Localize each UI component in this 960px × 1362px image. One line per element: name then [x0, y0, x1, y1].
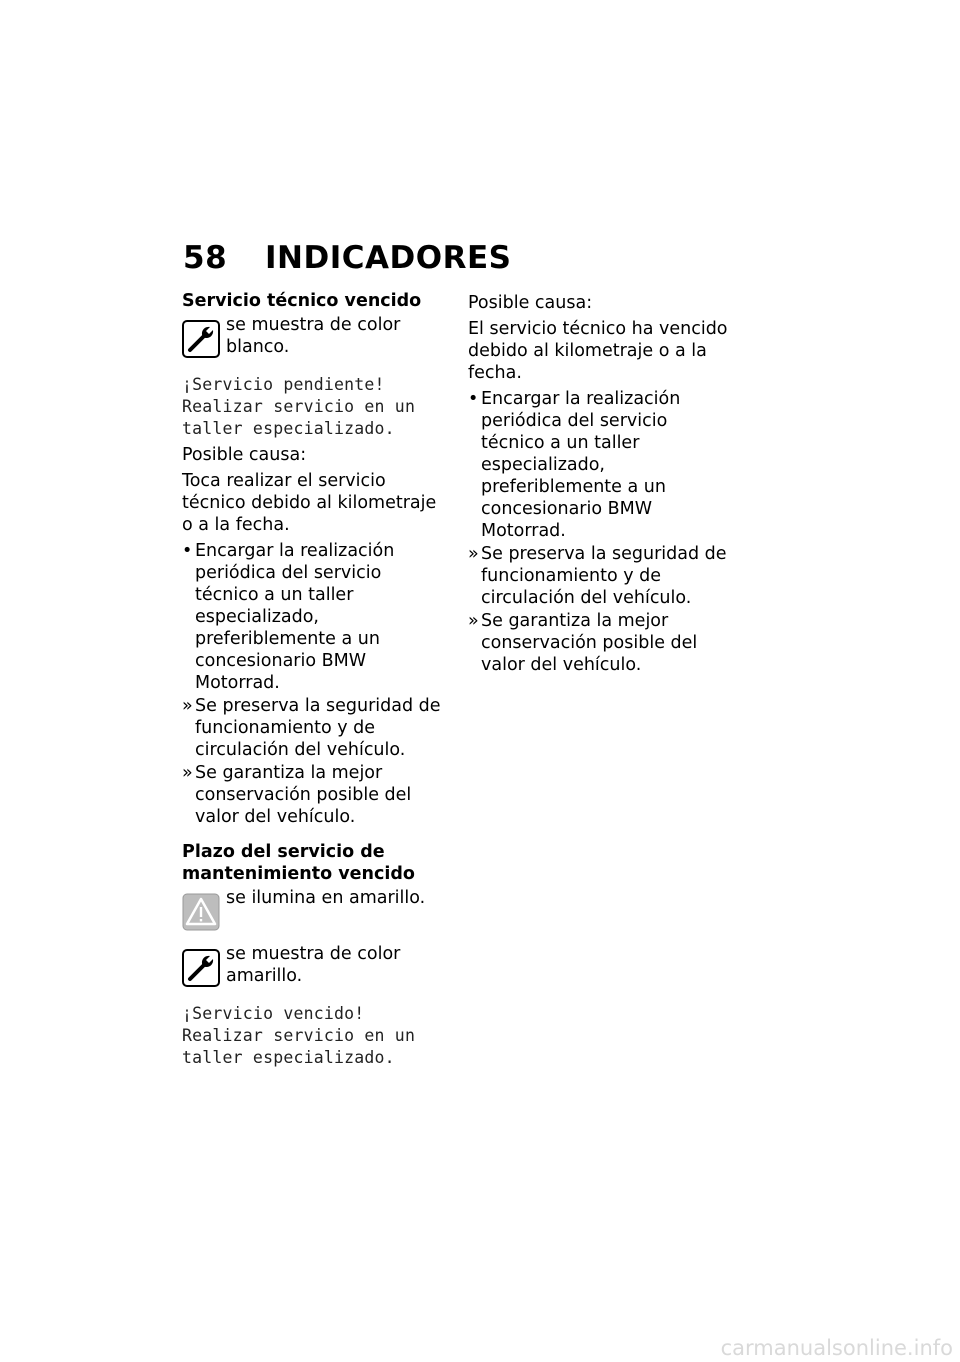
bullet-marker: •	[468, 389, 479, 409]
display-message-service-due: ¡Servicio pendiente! Realizar servicio en un taller especializado.	[182, 375, 416, 438]
wrench-icon	[182, 320, 220, 358]
result-marker: »	[182, 696, 193, 716]
list-item: » Se preserva la seguridad de funcionamiento y de circulación del vehículo.	[182, 696, 441, 760]
watermark: carmanualsonline.info	[720, 1336, 953, 1360]
cause-text: Toca realizar el servicio técnico debido al kilometraje o a la fecha.	[182, 471, 437, 535]
section-heading-maintenance-overdue: Plazo del servicio de mantenimiento vencido	[182, 842, 415, 884]
cause-label: Posible causa:	[468, 293, 593, 313]
list-item: » Se garantiza la mejor conservación posible del valor del vehículo.	[182, 763, 412, 827]
warning-triangle-icon	[182, 893, 220, 931]
result-marker: »	[468, 544, 479, 564]
action-list	[182, 540, 450, 828]
left-column	[182, 290, 450, 1073]
display-message-service-overdue: ¡Servicio vencido! Realizar servicio en un taller especializado.	[182, 1004, 416, 1067]
section-heading-service-overdue: Servicio técnico vencido	[182, 291, 422, 311]
action-list	[468, 388, 730, 676]
list-item: • Encargar la realización periódica del servicio técnico a un taller especializado, preferiblemente a un concesionario BMW Motorrad.	[182, 541, 395, 693]
service-icon-row	[182, 314, 450, 362]
result-marker: »	[182, 763, 193, 783]
page-header	[183, 240, 511, 276]
list-item: » Se garantiza la mejor conservación posible del valor del vehículo.	[468, 611, 698, 675]
page-number: 58	[183, 240, 228, 276]
cause-label: Posible causa:	[182, 445, 307, 465]
result-marker: »	[468, 611, 479, 631]
list-item: » Se preserva la seguridad de funcionamiento y de circulación del vehículo.	[468, 544, 727, 608]
service-icon-desc: se muestra de color blanco.	[226, 315, 401, 357]
list-item: • Encargar la realización periódica del servicio técnico a un taller especializado, preferiblemente a un concesionario BMW Motorrad.	[468, 389, 681, 541]
service-icon-yellow-desc: se muestra de color amarillo.	[226, 944, 401, 986]
right-column	[468, 290, 730, 677]
cause-text: El servicio técnico ha vencido debido al kilometraje o a la fecha.	[468, 319, 728, 383]
page-title: INDICADORES	[265, 240, 512, 276]
service-icon-row-yellow	[182, 943, 450, 991]
warning-icon-desc: se ilumina en amarillo.	[226, 888, 426, 908]
bullet-marker: •	[182, 541, 193, 561]
warning-icon-row	[182, 887, 450, 935]
wrench-icon	[182, 949, 220, 987]
